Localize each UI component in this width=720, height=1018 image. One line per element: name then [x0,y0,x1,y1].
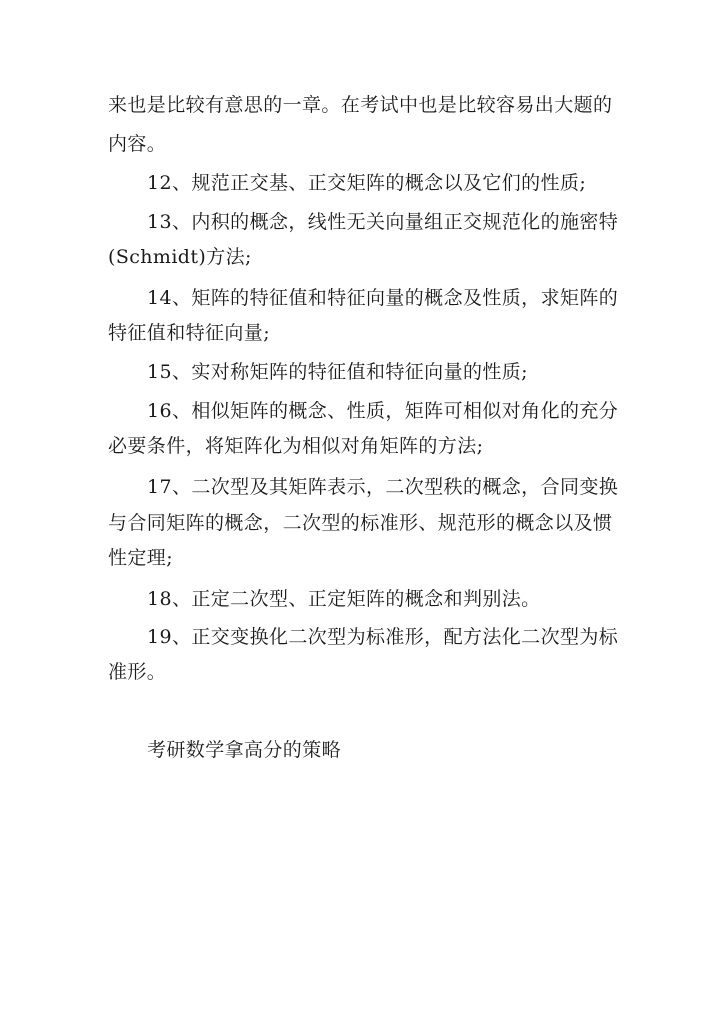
text-line: 与合同矩阵的概念，二次型的标准形、规范形的概念以及惯 [108,512,613,534]
list-item-19: 19、正交变换化二次型为标准形，配方法化二次型为标 [147,626,619,648]
text-line: (Schmidt)方法; [108,246,252,268]
list-item-13: 13、内积的概念，线性无关向量组正交规范化的施密特 [147,211,619,233]
list-item-12: 12、规范正交基、正交矩阵的概念以及它们的性质; [147,172,587,194]
list-item-17: 17、二次型及其矩阵表示，二次型秩的概念，合同变换 [147,476,619,498]
text-line: 性定理; [108,547,174,569]
list-item-14: 14、矩阵的特征值和特征向量的概念及性质，求矩阵的 [147,287,619,309]
list-item-16: 16、相似矩阵的概念、性质，矩阵可相似对角化的充分 [147,400,619,422]
text-line: 必要条件，将矩阵化为相似对角矩阵的方法; [108,435,484,457]
text-line: 内容。 [108,133,167,155]
list-item-15: 15、实对称矩阵的特征值和特征向量的性质; [147,361,528,383]
list-item-18: 18、正定二次型、正定矩阵的概念和判别法。 [147,588,541,610]
section-heading: 考研数学拿高分的策略 [147,739,342,761]
text-line: 准形。 [108,661,167,683]
text-line: 来也是比较有意思的一章。在考试中也是比较容易出大题的 [108,94,613,116]
text-line: 特征值和特征向量; [108,322,271,344]
